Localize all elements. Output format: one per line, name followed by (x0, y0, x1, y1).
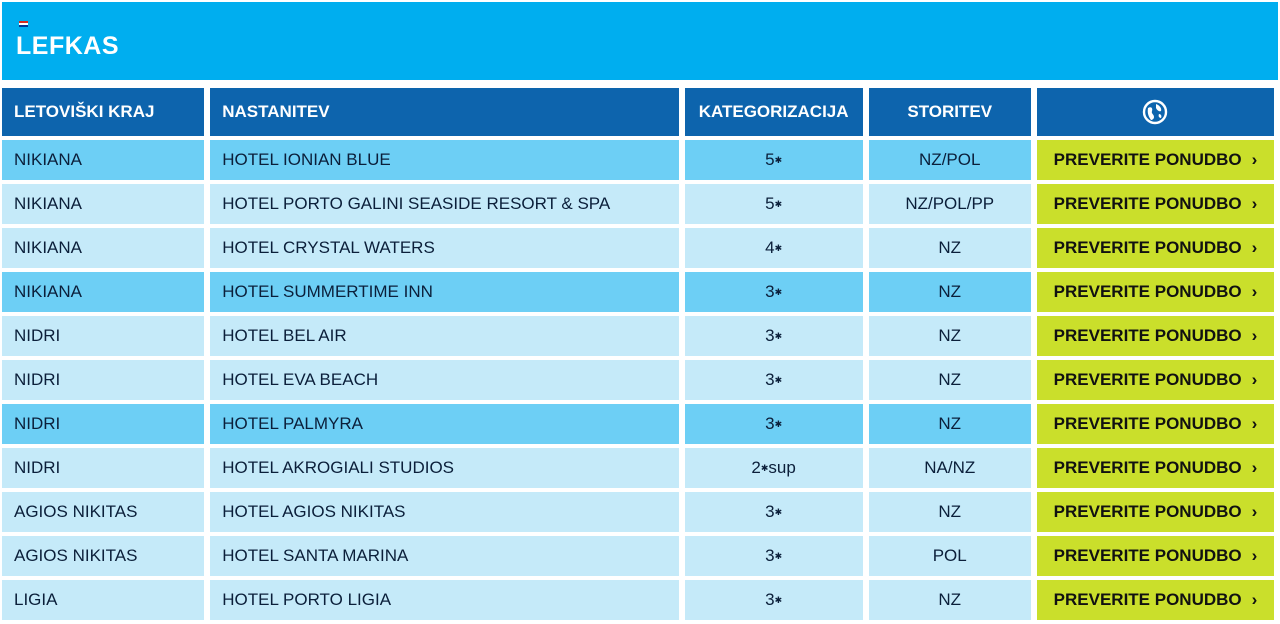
check-offer-button[interactable] (1037, 492, 1274, 532)
star-icon: ✱ (774, 507, 783, 518)
table-row (2, 448, 1274, 488)
cell-kategorizacija (685, 228, 863, 268)
check-offer-label: PREVERITE PONUDBO (1053, 590, 1242, 609)
chevron-right-icon: › (1251, 546, 1258, 565)
cell-kategorizacija (685, 360, 863, 400)
check-offer-button[interactable] (1037, 536, 1274, 576)
cell-kraj (2, 492, 204, 532)
cell-kraj (2, 140, 204, 180)
check-offer-label: PREVERITE PONUDBO (1053, 326, 1242, 345)
table-row (2, 140, 1274, 180)
star-count: 3 (765, 414, 775, 433)
cell-kraj (2, 228, 204, 268)
cell-storitev (869, 448, 1031, 488)
star-icon: ✱ (774, 331, 783, 342)
cell-storitev (869, 228, 1031, 268)
cell-kraj (2, 272, 204, 312)
check-offer-button[interactable] (1037, 140, 1274, 180)
cell-nastanitev (210, 360, 678, 400)
chevron-right-icon: › (1251, 414, 1258, 433)
cell-kategorizacija (685, 316, 863, 356)
hotel-name: HOTEL AGIOS NIKITAS (222, 502, 406, 521)
chevron-right-icon: › (1251, 458, 1258, 477)
cell-nastanitev (210, 316, 678, 356)
table-row (2, 492, 1274, 532)
col-header-nastanitev: NASTANITEV (210, 88, 678, 136)
star-icon: ✱ (760, 463, 769, 474)
hotel-table (0, 84, 1280, 624)
kraj-text: LIGIA (14, 590, 58, 609)
cell-kategorizacija (685, 140, 863, 180)
kraj-text: AGIOS NIKITAS (14, 502, 138, 521)
kraj-text: NIKIANA (14, 282, 83, 301)
cell-storitev (869, 184, 1031, 224)
table-row (2, 228, 1274, 268)
cell-kategorizacija (685, 492, 863, 532)
star-count: 5 (765, 194, 775, 213)
col-header-globe (1037, 88, 1274, 136)
star-count: 3 (765, 590, 775, 609)
cell-kraj (2, 448, 204, 488)
chevron-right-icon: › (1251, 370, 1258, 389)
service-text: NZ (938, 414, 962, 433)
globe-icon (1142, 99, 1168, 125)
region-title: LEFKAS (16, 32, 119, 60)
chevron-right-icon: › (1251, 238, 1258, 257)
table-row (2, 184, 1274, 224)
kraj-text: NIDRI (14, 370, 61, 389)
cell-kraj (2, 536, 204, 576)
hotel-name: HOTEL IONIAN BLUE (222, 150, 391, 169)
table-row (2, 316, 1274, 356)
star-icon: ✱ (774, 155, 783, 166)
table-row (2, 404, 1274, 444)
cell-storitev (869, 492, 1031, 532)
hotel-name: HOTEL SANTA MARINA (222, 546, 409, 565)
cell-kraj (2, 184, 204, 224)
check-offer-button[interactable] (1037, 404, 1274, 444)
cell-nastanitev (210, 184, 678, 224)
chevron-right-icon: › (1251, 194, 1258, 213)
cell-nastanitev (210, 228, 678, 268)
cell-kraj (2, 316, 204, 356)
check-offer-label: PREVERITE PONUDBO (1053, 150, 1242, 169)
check-offer-button[interactable] (1037, 316, 1274, 356)
hotel-name: HOTEL CRYSTAL WATERS (222, 238, 435, 257)
cell-nastanitev (210, 580, 678, 620)
star-icon: ✱ (774, 243, 783, 254)
check-offer-button[interactable] (1037, 184, 1274, 224)
flag-icon (19, 21, 28, 28)
hotel-name: HOTEL EVA BEACH (222, 370, 379, 389)
cell-kategorizacija (685, 448, 863, 488)
star-count: 2 (751, 458, 761, 477)
service-text: NZ (938, 326, 962, 345)
category-suffix: sup (768, 458, 796, 477)
cell-kraj (2, 580, 204, 620)
hotel-name: HOTEL SUMMERTIME INN (222, 282, 433, 301)
service-text: NZ (938, 238, 962, 257)
table-header-row (2, 88, 1274, 136)
cell-nastanitev (210, 140, 678, 180)
star-count: 3 (765, 502, 775, 521)
cell-kategorizacija (685, 404, 863, 444)
chevron-right-icon: › (1251, 590, 1258, 609)
kraj-text: NIKIANA (14, 150, 83, 169)
star-icon: ✱ (774, 551, 783, 562)
cell-nastanitev (210, 404, 678, 444)
star-count: 3 (765, 370, 775, 389)
kraj-text: NIDRI (14, 414, 61, 433)
col-header-storitev: STORITEV (869, 88, 1031, 136)
check-offer-label: PREVERITE PONUDBO (1053, 370, 1242, 389)
hotel-name: HOTEL BEL AIR (222, 326, 347, 345)
check-offer-label: PREVERITE PONUDBO (1053, 502, 1242, 521)
chevron-right-icon: › (1251, 282, 1258, 301)
check-offer-button[interactable] (1037, 580, 1274, 620)
chevron-right-icon: › (1251, 150, 1258, 169)
star-icon: ✱ (774, 419, 783, 430)
table-row (2, 580, 1274, 620)
region-banner (2, 2, 1278, 80)
kraj-text: AGIOS NIKITAS (14, 546, 138, 565)
col-header-kategorizacija: KATEGORIZACIJA (685, 88, 863, 136)
service-text: NZ (938, 282, 962, 301)
kraj-text: NIDRI (14, 458, 61, 477)
star-icon: ✱ (774, 199, 783, 210)
service-text: NZ (938, 370, 962, 389)
cell-kraj (2, 404, 204, 444)
service-text: NZ/POL (919, 150, 981, 169)
service-text: POL (932, 546, 967, 565)
cell-storitev (869, 272, 1031, 312)
table-row (2, 360, 1274, 400)
check-offer-label: PREVERITE PONUDBO (1053, 194, 1242, 213)
cell-kategorizacija (685, 272, 863, 312)
hotel-name: HOTEL PORTO GALINI SEASIDE RESORT & SPA (222, 194, 611, 213)
cell-nastanitev (210, 492, 678, 532)
check-offer-button[interactable] (1037, 228, 1274, 268)
star-icon: ✱ (774, 375, 783, 386)
table-row (2, 272, 1274, 312)
star-count: 4 (765, 238, 775, 257)
star-count: 3 (765, 546, 775, 565)
hotel-name: HOTEL AKROGIALI STUDIOS (222, 458, 455, 477)
kraj-text: NIKIANA (14, 194, 83, 213)
cell-nastanitev (210, 448, 678, 488)
flag-stripe (19, 25, 28, 27)
check-offer-label: PREVERITE PONUDBO (1053, 238, 1242, 257)
hotel-name: HOTEL PALMYRA (222, 414, 364, 433)
cell-kategorizacija (685, 184, 863, 224)
check-offer-label: PREVERITE PONUDBO (1053, 414, 1242, 433)
chevron-right-icon: › (1251, 502, 1258, 521)
star-count: 5 (765, 150, 775, 169)
cell-storitev (869, 140, 1031, 180)
cell-kategorizacija (685, 580, 863, 620)
star-count: 3 (765, 282, 775, 301)
check-offer-label: PREVERITE PONUDBO (1053, 458, 1242, 477)
service-text: NZ (938, 590, 962, 609)
service-text: NZ/POL/PP (905, 194, 995, 213)
cell-storitev (869, 404, 1031, 444)
cell-storitev (869, 360, 1031, 400)
col-header-kraj: LETOVIŠKI KRAJ (2, 88, 204, 136)
kraj-text: NIKIANA (14, 238, 83, 257)
service-text: NZ (938, 502, 962, 521)
cell-nastanitev (210, 536, 678, 576)
kraj-text: NIDRI (14, 326, 61, 345)
star-icon: ✱ (774, 287, 783, 298)
star-icon: ✱ (774, 595, 783, 606)
cell-storitev (869, 580, 1031, 620)
check-offer-button[interactable] (1037, 448, 1274, 488)
cell-kraj (2, 360, 204, 400)
chevron-right-icon: › (1251, 326, 1258, 345)
cell-kategorizacija (685, 536, 863, 576)
service-text: NA/NZ (924, 458, 976, 477)
table-row (2, 536, 1274, 576)
check-offer-label: PREVERITE PONUDBO (1053, 546, 1242, 565)
check-offer-label: PREVERITE PONUDBO (1053, 282, 1242, 301)
cell-nastanitev (210, 272, 678, 312)
check-offer-button[interactable] (1037, 360, 1274, 400)
hotel-name: HOTEL PORTO LIGIA (222, 590, 392, 609)
cell-storitev (869, 536, 1031, 576)
cell-storitev (869, 316, 1031, 356)
star-count: 3 (765, 326, 775, 345)
check-offer-button[interactable] (1037, 272, 1274, 312)
